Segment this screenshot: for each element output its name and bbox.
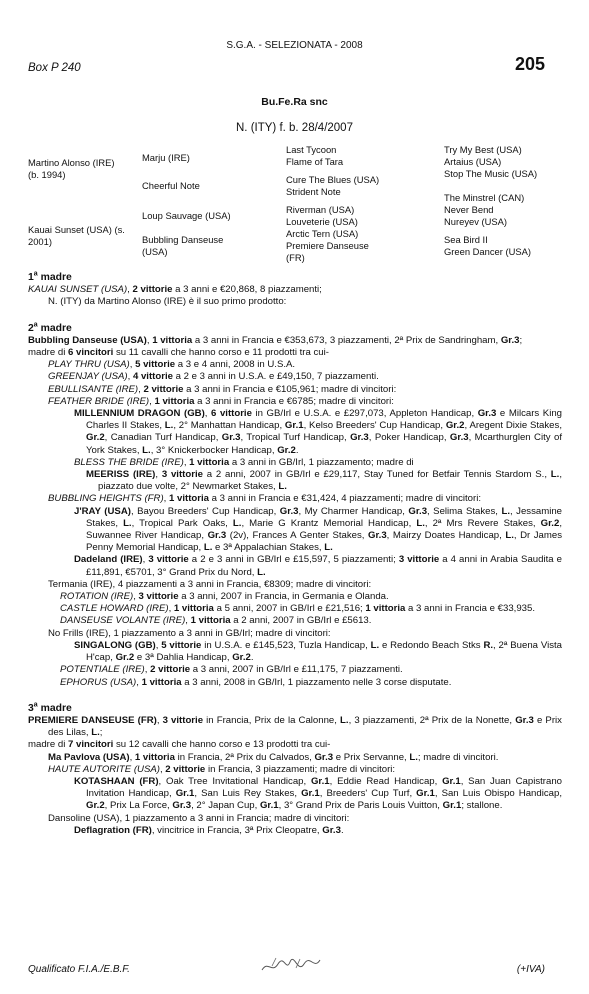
produce-bubbling-heights: BUBBLING HEIGHTS (FR), 1 vittoria a 3 anni in Francia e €31,424, 4 piazzamenti; madre di vincitori:	[48, 493, 481, 505]
third-dam-summary: madre di 7 vincitori su 12 cavalli che hanno corso e 13 prodotti tra cui-	[28, 739, 331, 751]
pedigree-g3-5: Riverman (USA)	[286, 204, 355, 215]
pedigree-g3-1: Last Tycoon	[286, 144, 337, 155]
footer-qualification: Qualificato F.I.A./E.B.F.	[28, 964, 130, 975]
pedigree-g3-7: Arctic Tern (USA)	[286, 228, 359, 239]
pedigree-g2-1: Marju (IRE)	[142, 152, 190, 163]
section-second-dam-title: 2$^a$ madre	[28, 321, 72, 334]
catalogue-body	[28, 272, 562, 837]
produce-ma-pavlova: Ma Pavlova (USA), 1 vittoria in Francia, 2ª Prix du Calvados, Gr.3 e Prix Servanne, L.; madre di vincitori.	[48, 751, 499, 763]
produce-bless-the-bride: BLESS THE BRIDE (IRE), 1 vittoria a 3 anni in GB/Irl, 1 piazzamento; madre di	[74, 456, 414, 468]
produce-danseuse-volante: DANSEUSE VOLANTE (IRE), 1 vittoria a 2 anni, 2007 in GB/Irl e £5613.	[60, 615, 372, 627]
third-dam-line: PREMIERE DANSEUSE (FR), 3 vittorie in Francia, Prix de la Calonne, L., 3 piazzamenti, 2ª Prix de la Nonette, Gr.3 e Prix des Lilas, L.;	[28, 714, 562, 739]
produce-deflagration: Deflagration (FR), vincitrice in Francia, 3ª Prix Cleopatre, Gr.3.	[74, 824, 344, 836]
produce-play-thru: PLAY THRU (USA), 5 vittorie a 3 e 4 anni, 2008 in U.S.A.	[48, 359, 296, 371]
produce-jray: J'RAY (USA), Bayou Breeders' Cup Handicap, Gr.3, My Charmer Handicap, Gr.3, Selima Stakes, L., Jessamine Stakes, L., Tropical Park Oaks, L., Marie G Krantz Memorial Handicap, L., 2ª Mrs Revere Stakes, Gr.2, Suwannee River Handicap, Gr.3 (2v), Frances A Genter Stakes, Gr.3, Mairzy Doates Handicap, L., Dr James Penny Memorial Handicap, L. e 3ª Appalachian Stakes, L.	[74, 505, 563, 554]
second-dam-line: Bubbling Danseuse (USA), 1 vittoria a 3 anni in Francia e €353,673, 3 piazzamenti, 2ª Prix de Sandringham, Gr.3;	[28, 334, 523, 346]
produce-singalong: SINGALONG (GB), 5 vittorie in U.S.A. e £145,523, Tuzla Handicap, L. e Redondo Beach Stks R., 2ª Buena Vista H'cap, Gr.2 e 3ª Dahlia Handicap, Gr.2.	[74, 639, 563, 664]
produce-millennium-dragon: MILLENNIUM DRAGON (GB), 6 vittorie in GB/Irl e U.S.A. e £297,073, Appleton Handicap, Gr.3 e Milcars King Charles II Stakes, L., 2° Manhattan Handicap, Gr.1, Kelso Breeders' Cup Handicap, Gr.2, Aregent Dixie Stakes, Gr.2, Canadian Turf Handicap, Gr.3, Tropical Turf Handicap, Gr.3, Poker Handicap, Gr.3, Mcarthurglen City of York Stakes, L., 3° Knickerbocker Handicap, Gr.2.	[74, 408, 562, 456]
produce-haute-autorite: HAUTE AUTORITE (USA), 2 vittorie in Francia, 3 piazzamenti; madre di vincitori:	[48, 763, 396, 775]
pedigree-g4-1: Try My Best (USA)	[444, 144, 522, 155]
produce-greenjay: GREENJAY (USA), 4 vittorie a 2 e 3 anni in U.S.A. e £49,150, 7 piazzamenti.	[48, 371, 379, 383]
produce-meeriss: MEERISS (IRE), 3 vittorie a 2 anni, 2007 in GB/Irl e £29,117, Stay Tuned for Betfair Tennis Stardom S., L., piazzato due volte, 2° Newmarket Stakes, L.	[86, 469, 562, 493]
pedigree-g2-3: Loup Sauvage (USA)	[142, 210, 231, 221]
pedigree-g4-4: The Minstrel (CAN)	[444, 192, 525, 203]
footer-vat: (+IVA)	[516, 964, 545, 975]
produce-ebullisante: EBULLISANTE (IRE), 2 vittorie a 3 anni in Francia e €105,961; madre di vincitori:	[48, 383, 397, 395]
pedigree-g3-6: Louveterie (USA)	[286, 216, 358, 227]
pedigree-g3-8: Premiere Danseuse (FR)	[286, 240, 369, 263]
pedigree-g3-4: Strident Note	[286, 186, 341, 197]
pedigree-sire: Martino Alonso (IRE) (b. 1994)	[28, 157, 115, 180]
produce-potentiale: POTENTIALE (IRE), 2 vittorie a 3 anni, 2007 in GB/Irl e £11,175, 7 piazzamenti.	[60, 664, 403, 676]
produce-castle-howard: CASTLE HOWARD (IRE), 1 vittoria a 5 anni, 2007 in GB/Irl e £21,516; 1 vittoria a 3 anni in Francia e €33,935.	[60, 603, 535, 615]
pedigree-g3-3: Cure The Blues (USA)	[286, 174, 380, 185]
horse-description: N. (ITY) f. b. 28/4/2007	[236, 122, 353, 134]
lot-number: 205	[514, 54, 545, 74]
produce-dansoline: Dansoline (USA), 1 piazzamento a 3 anni in Francia; madre di vincitori:	[48, 812, 350, 824]
sale-title: S.G.A. - SELEZIONATA - 2008	[226, 40, 363, 51]
pedigree-g4-3: Stop The Music (USA)	[444, 168, 538, 179]
pedigree-g3-2: Flame of Tara	[286, 156, 344, 167]
section-first-dam-title: 1$^a$ madre	[28, 270, 72, 283]
produce-no-frills: No Frills (IRE), 1 piazzamento a 3 anni in GB/Irl; madre di vincitori:	[48, 627, 331, 639]
produce-rotation: ROTATION (IRE), 3 vittorie a 3 anni, 2007 in Francia, in Germania e Olanda.	[60, 591, 389, 603]
second-dam-summary: madre di 6 vincitori su 11 cavalli che hanno corso e 11 prodotti tra cui-	[28, 347, 329, 359]
first-dam-line: KAUAI SUNSET (USA), 2 vittorie a 3 anni e €20,868, 8 piazzamenti;	[28, 284, 322, 296]
pedigree-g4-5: Never Bend	[444, 204, 494, 215]
section-third-dam-title: 3$^a$ madre	[28, 701, 72, 714]
signature-icon	[258, 954, 328, 978]
pedigree-g2-4: Bubbling Danseuse (USA)	[142, 234, 224, 257]
first-dam-produce: N. (ITY) da Martino Alonso (IRE) è il suo primo prodotto:	[48, 296, 287, 308]
box-label: Box P 240	[28, 62, 81, 74]
pedigree-g4-6: Nureyev (USA)	[444, 216, 508, 227]
pedigree-g2-2: Cheerful Note	[142, 180, 200, 191]
pedigree-g4-7: Sea Bird II	[444, 234, 488, 245]
produce-feather-bride: FEATHER BRIDE (IRE), 1 vittoria a 3 anni in Francia e €6785; madre di vincitori:	[48, 395, 394, 407]
pedigree-g4-2: Artaius (USA)	[444, 156, 502, 167]
produce-kotashaan: KOTASHAAN (FR), Oak Tree Invitational Handicap, Gr.1, Eddie Read Handicap, Gr.1, San Juan Capistrano Invitation Handicap, Gr.1, San Luis Rey Stakes, Gr.1, Breeders' Cup Turf, Gr.1, San Luis Obispo Handicap, Gr.2, Prix La Force, Gr.3, 2° Japan Cup, Gr.1, 3° Grand Prix de Paris Louis Vuitton, Gr.1; stallone.	[74, 775, 562, 812]
consignor: Bu.Fe.Ra snc	[261, 96, 328, 108]
produce-ephorus: EPHORUS (USA), 1 vittoria a 3 anni, 2008 in GB/Irl, 1 piazzamento nelle 3 corse disputate.	[60, 676, 452, 688]
pedigree-g4-8: Green Dancer (USA)	[444, 246, 532, 257]
produce-dadeland: Dadeland (IRE), 3 vittorie a 2 e 3 anni in GB/Irl e £15,597, 5 piazzamenti; 3 vittorie a 4 anni in Arabia Saudita e £11,891, €5701, 3° Grand Prix du Nord, L.	[74, 554, 562, 578]
produce-termania: Termania (IRE), 4 piazzamenti a 3 anni in Francia, €8309; madre di vincitori:	[48, 578, 372, 590]
pedigree-dam: Kauai Sunset (USA) (s. 2001)	[28, 224, 125, 247]
